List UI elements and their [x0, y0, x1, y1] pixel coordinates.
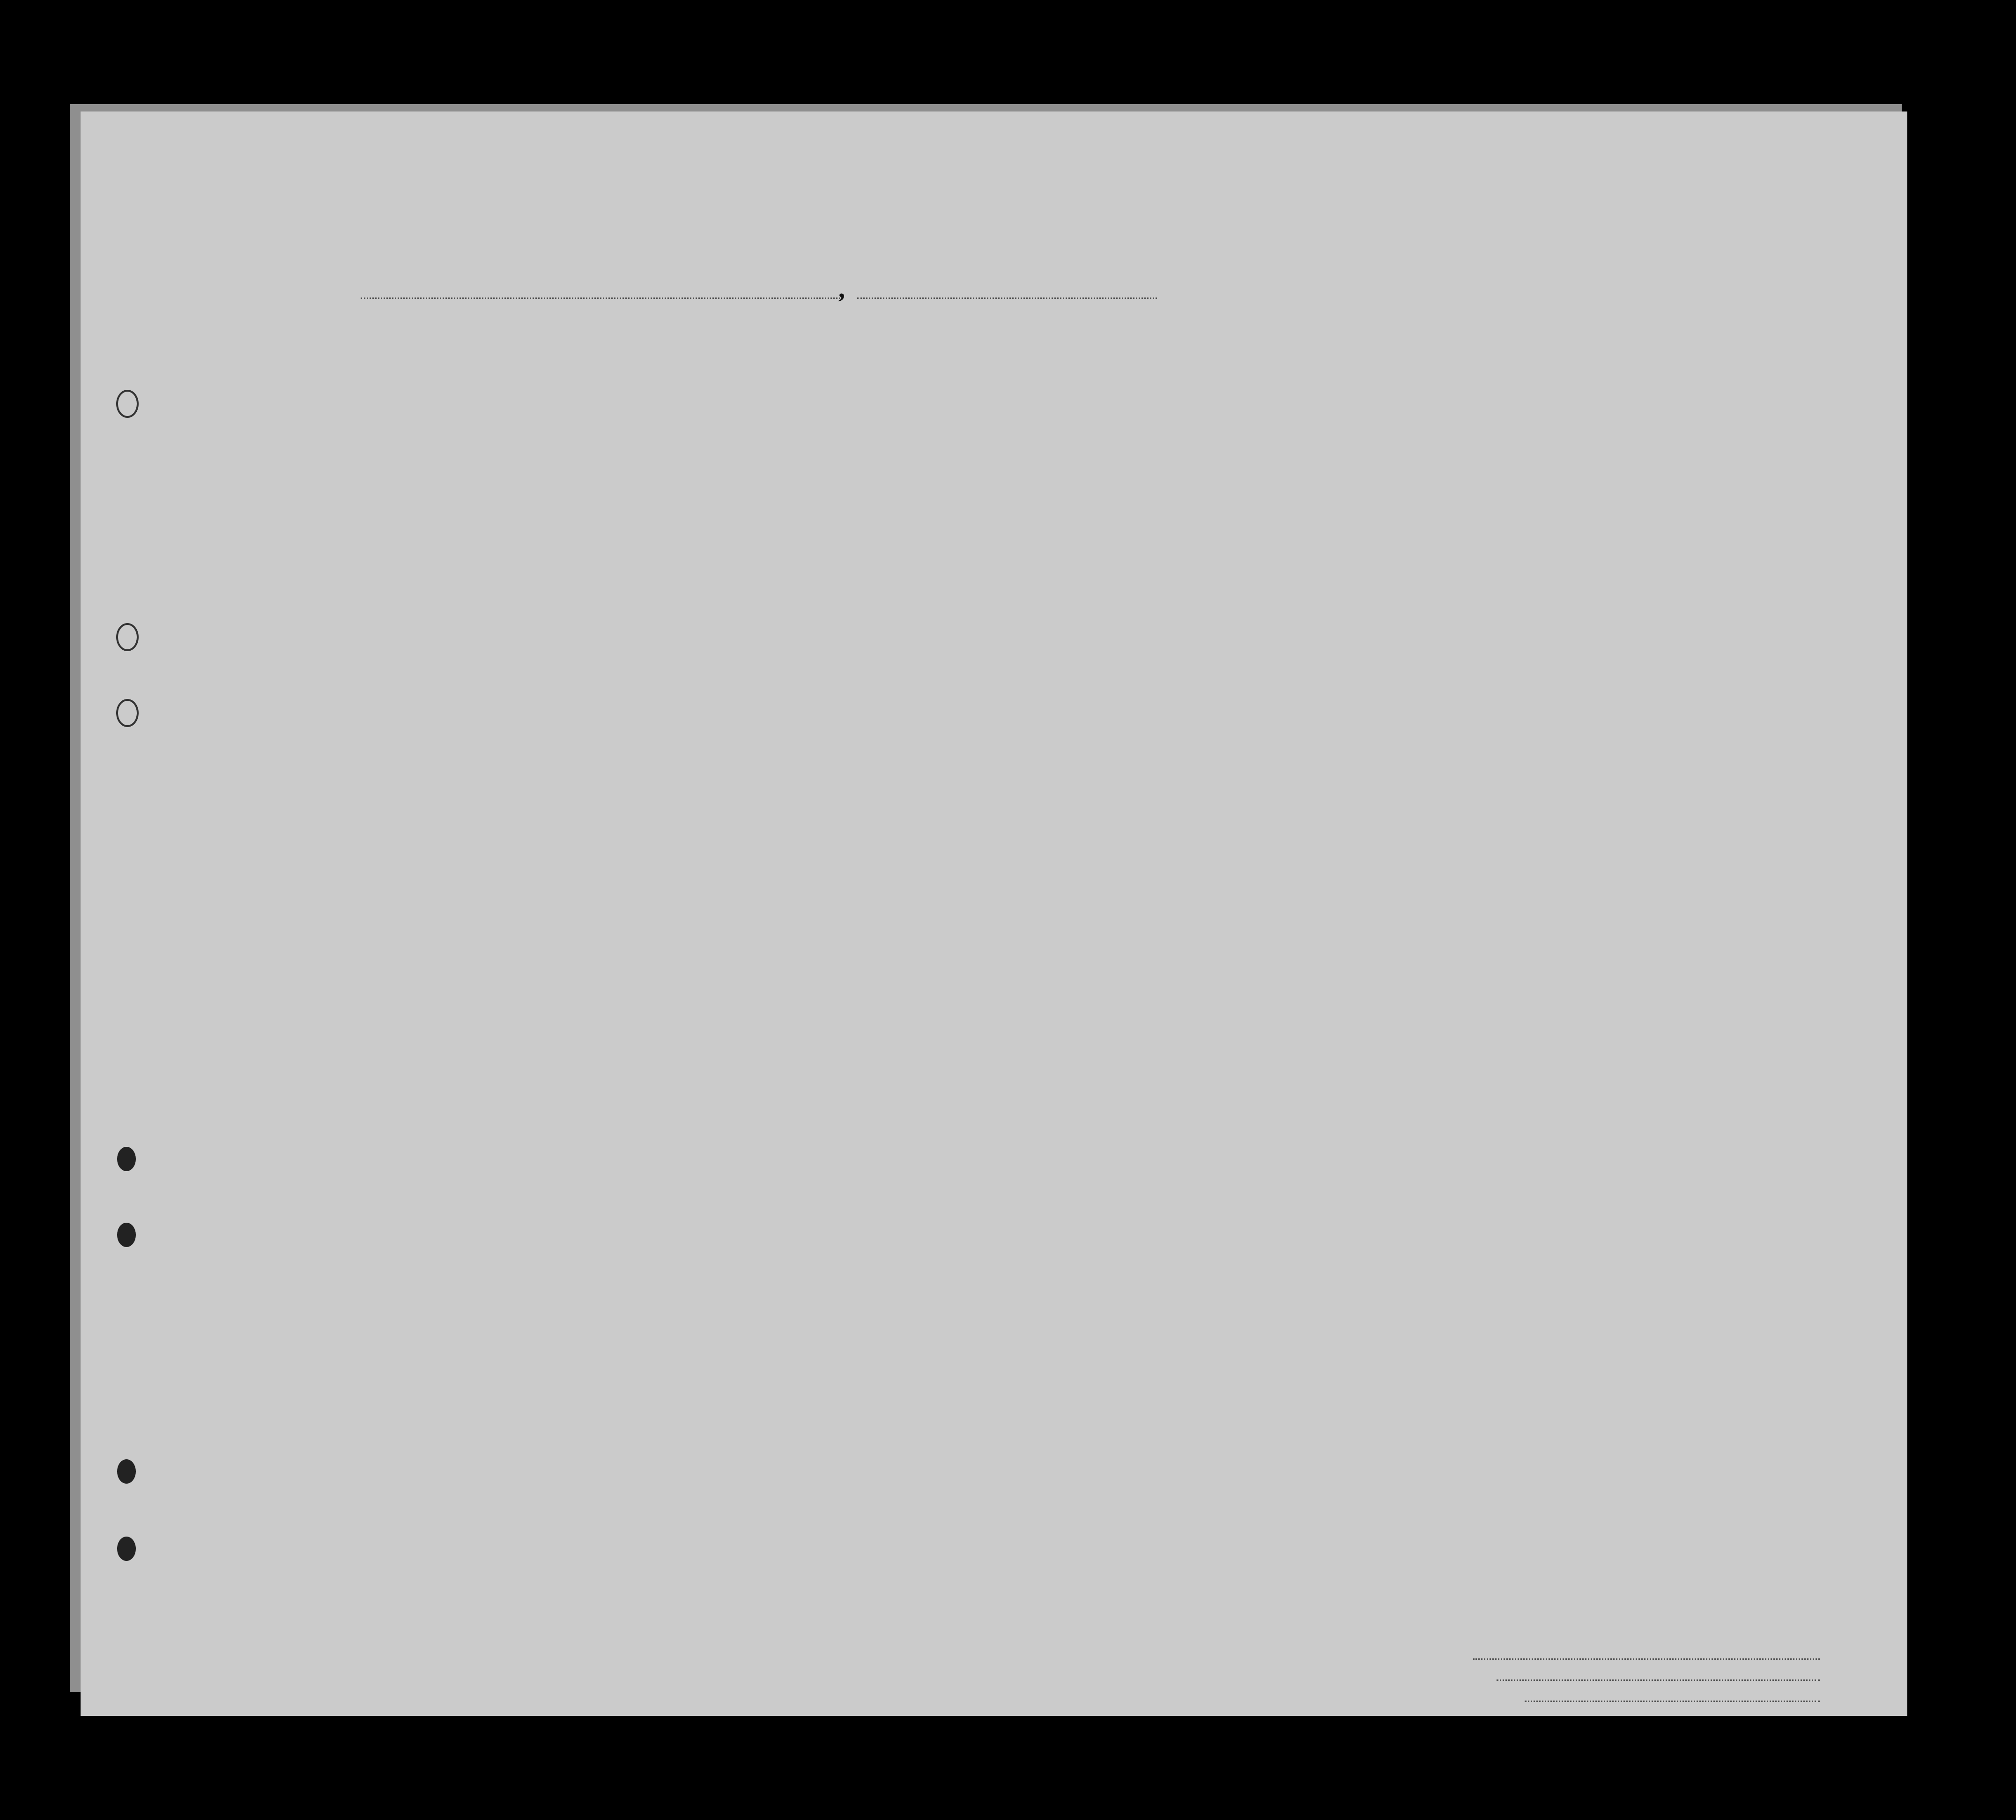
- binder-hole: [117, 1147, 136, 1171]
- header-length-stay: [1182, 378, 1213, 480]
- comma-separator: ,: [838, 275, 845, 304]
- header-anarchist: [1309, 356, 1328, 480]
- binder-hole: [116, 623, 139, 651]
- binder-hole: [116, 699, 139, 727]
- header-ticket: [582, 356, 612, 481]
- header-citizen: [1215, 378, 1249, 480]
- line-dotline: [1473, 1658, 1820, 1660]
- binder-hole: [117, 1223, 136, 1247]
- header-advocates: [1330, 356, 1383, 480]
- header-inches: [1598, 422, 1617, 468]
- header-feet: [1574, 422, 1593, 468]
- header-return: [1137, 378, 1180, 480]
- owners-dotline: [1497, 1679, 1820, 1681]
- header-excluded: [1421, 356, 1441, 480]
- header-prison: [1251, 356, 1285, 480]
- header-deported: [1443, 356, 1462, 480]
- binder-hole: [117, 1459, 136, 1484]
- binder-hole: [117, 1537, 136, 1561]
- agents-dotline: [1525, 1701, 1820, 1702]
- header-fifty-dollars: [703, 357, 733, 480]
- header-labor-offer: [1385, 356, 1419, 480]
- binder-hole: [116, 390, 139, 418]
- header-polygamist: [1287, 356, 1307, 480]
